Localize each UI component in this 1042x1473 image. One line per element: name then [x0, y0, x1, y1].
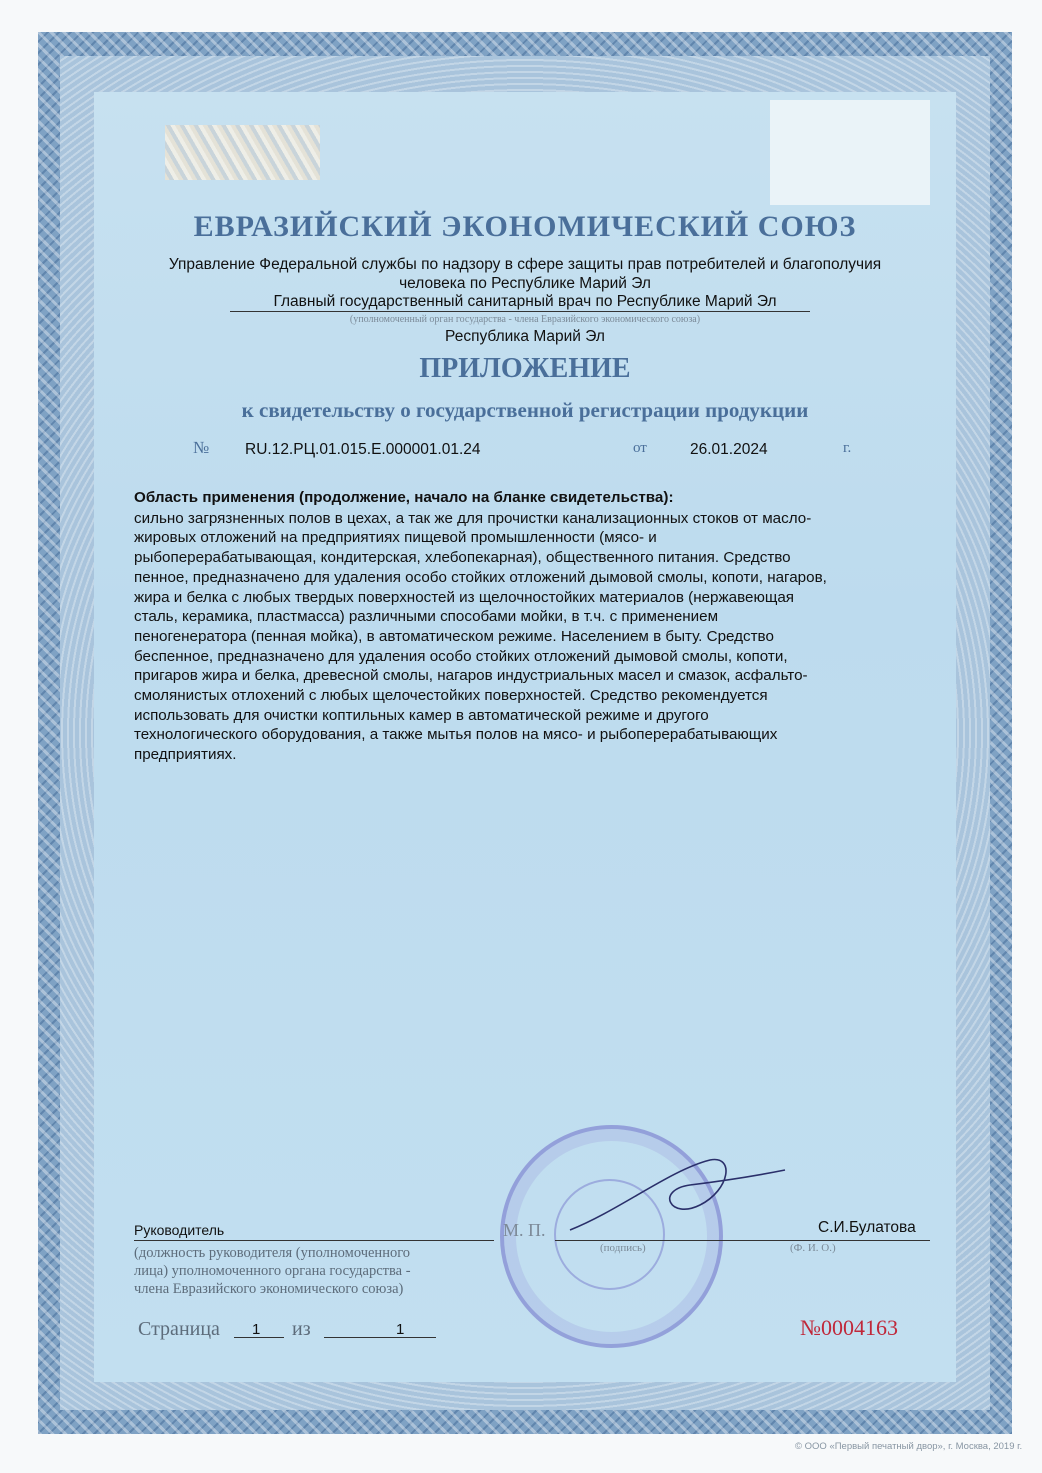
scope-line: жира и белка с любых твердых поверхностей из щелочностойких материалов (нержавеющая	[134, 588, 795, 606]
position: Руководитель	[134, 1222, 225, 1238]
certificate-date: 26.01.2024	[690, 441, 768, 458]
official-underline	[230, 311, 810, 312]
number-label: №	[193, 438, 210, 457]
scope-line: пенное, предназначено для удаления особо стойких отложений дымовой смолы, копоти, нагаров,	[134, 568, 827, 586]
handwritten-signature	[560, 1150, 790, 1240]
scope-line: сталь, керамика, пластмасса) различными способами мойки, в т.ч. с применением	[134, 608, 719, 626]
scope-text	[134, 488, 934, 765]
region: Республика Марий Эл	[445, 328, 605, 345]
scope-line: жировых отложений на предприятиях пищевой промышленности (мясо- и	[134, 529, 657, 547]
scope-line: пригаров жира и белка, древесной смолы, нагаров индустриальных масел и смазок, асфальто-	[134, 667, 808, 685]
position-caption	[134, 1244, 411, 1298]
official-caption: (уполномоченный орган государства - члена Евразийского экономического союза)	[349, 314, 701, 325]
scope-heading: Область применения (продолжение, начало на бланке свидетельства):	[134, 489, 674, 506]
scope-line: сильно загрязненных полов в цехах, а так же для прочистки канализационных стоков от масло-	[134, 509, 812, 527]
position-underline	[134, 1240, 494, 1241]
caption-line: члена Евразийского экономического союза)	[134, 1281, 404, 1297]
union-title: ЕВРАЗИЙСКИЙ ЭКОНОМИЧЕСКИЙ СОЮЗ	[193, 210, 857, 243]
printer-credit: © ООО «Первый печатный двор», г. Москва, 2019 г.	[795, 1441, 1023, 1452]
scope-line: беспенное, предназначено для удаления особо стойких отложений дымовой смолы, копоти,	[134, 647, 788, 665]
official-title: Главный государственный санитарный врач по Республике Марий Эл	[273, 293, 777, 310]
caption-line: (должность руководителя (уполномоченного	[134, 1245, 411, 1261]
form-number: №0004163	[800, 1315, 898, 1340]
total-underline	[324, 1337, 436, 1338]
signature-caption: (подпись)	[600, 1242, 646, 1254]
document-title: ПРИЛОЖЕНИЕ	[419, 353, 631, 384]
scope-line: предприятиях.	[134, 746, 237, 764]
signature-underline	[555, 1240, 930, 1241]
scope-line: использовать для очистки коптильных камер в автоматической режиме и другого	[134, 706, 709, 724]
authority-line-1: Управление Федеральной службы по надзору в сфере защиты прав потребителей и благополучия	[168, 256, 882, 273]
signatory-name: С.И.Булатова	[818, 1219, 916, 1236]
page-label: Страница	[138, 1318, 220, 1340]
year-suffix: г.	[843, 440, 852, 456]
of-label: из	[292, 1318, 311, 1340]
date-label: от	[633, 440, 647, 456]
scope-line: пеногенератора (пенная мойка), в автоматическом режиме. Населением в быту. Средство	[134, 627, 774, 645]
certificate-number: RU.12.РЦ.01.015.Е.000001.01.24	[245, 441, 481, 458]
hologram	[165, 125, 320, 180]
scope-line: смолянистых отлохений с любых щелочестойких поверхностей. Средство рекомендуется	[134, 687, 768, 705]
name-caption: (Ф. И. О.)	[790, 1242, 836, 1254]
authority-line-2: человека по Республике Марий Эл	[399, 275, 651, 292]
scope-line: рыбоперерабатывающая, кондитерская, хлебопекарная), общественного питания. Средство	[134, 549, 791, 567]
page-number: 1	[252, 1321, 261, 1338]
blank-stamp-area	[770, 100, 930, 205]
page-total: 1	[396, 1321, 405, 1338]
scope-line: технологического оборудования, а также мытья полов на мясо- и рыбоперерабатывающих	[134, 726, 778, 744]
caption-line: лица) уполномоченного органа государства -	[134, 1263, 411, 1279]
document-subtitle: к свидетельству о государственной регистрации продукции	[241, 398, 809, 422]
seal-label: М. П.	[503, 1220, 546, 1240]
